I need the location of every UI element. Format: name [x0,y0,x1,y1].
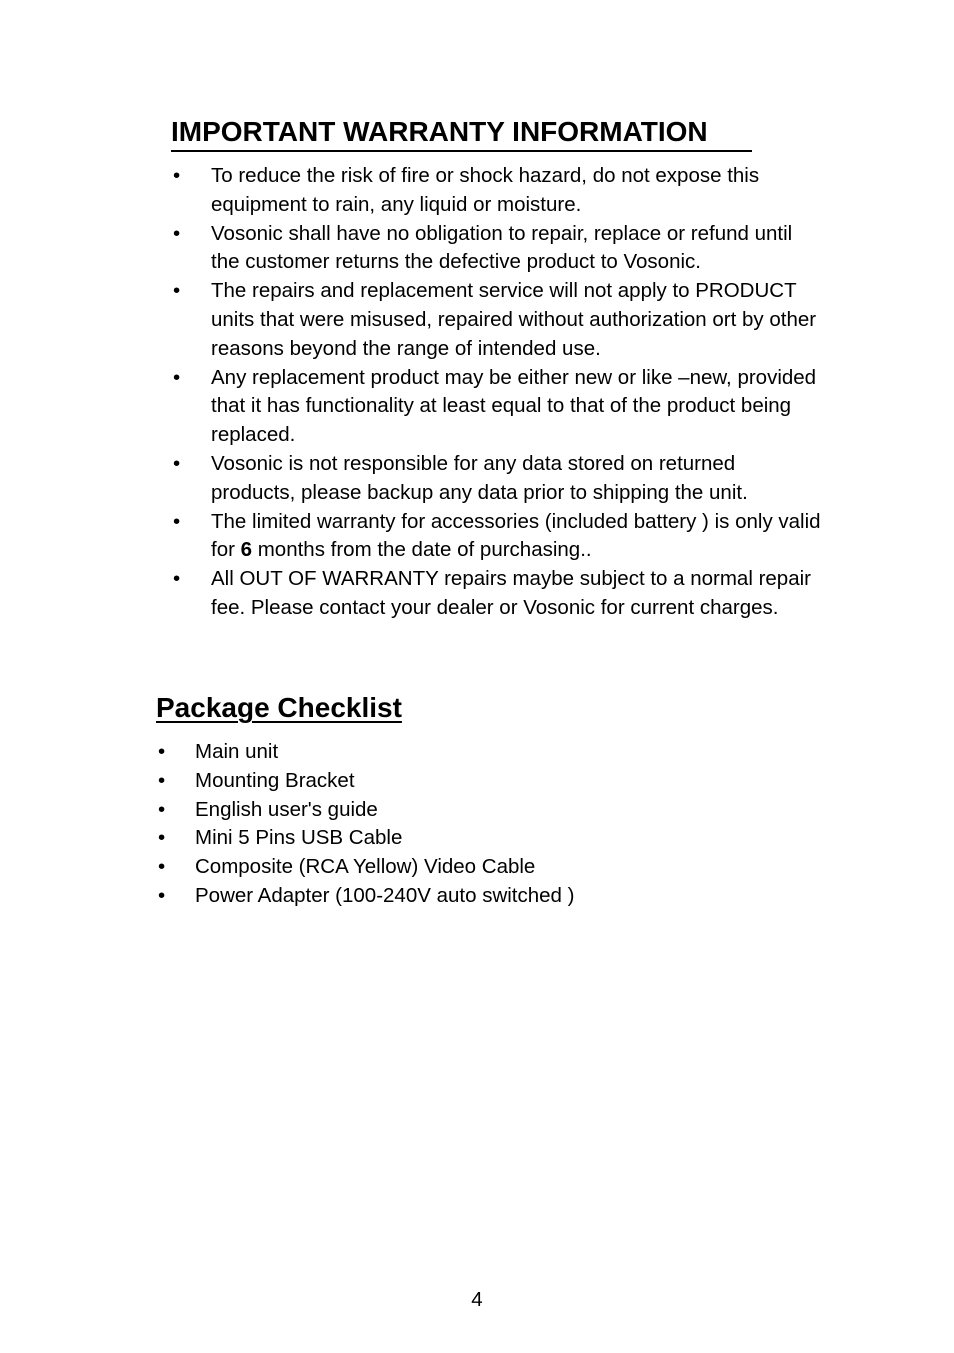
list-item [156,824,806,853]
list-item [171,220,821,278]
warranty-period-text-after: months from the date of purchasing.. [252,538,592,562]
list-item [171,565,821,623]
list-item-text: Power Adapter (100-240V auto switched ) [195,883,575,907]
list-item-text: To reduce the risk of fire or shock hazard, do not expose this equipment to rain, any liquid or moisture. [211,164,760,216]
warranty-period-text-before: The limited warranty for accessories (included battery ) is only valid for [211,509,821,562]
warranty-heading: IMPORTANT WARRANTY INFORMATION [171,114,752,152]
list-item-text: Vosonic is not responsible for any data stored on returned products, please backup any data prior to shipping the unit. [211,451,748,504]
list-item-text: Composite (RCA Yellow) Video Cable [195,855,536,879]
list-item-text: Vosonic shall have no obligation to repair, replace or refund until the customer returns the defective product to Vosonic. [211,221,793,274]
list-item-text: Main unit [195,740,279,763]
bullet-icon: • [173,365,181,389]
list-item-text: Mounting Bracket [195,768,355,792]
list-item-text [211,510,821,562]
list-item-text: The repairs and replacement service will not apply to PRODUCT units that were misused, repaired without authorization ort by other reasons beyond the range of intended use. [211,279,817,360]
bullet-icon: • [173,164,181,187]
list-item [171,508,821,566]
bullet-icon: • [158,768,166,792]
list-item [171,364,821,450]
warranty-period-months: 6 [240,538,253,562]
bullet-icon: • [173,221,181,245]
list-item-text: Mini 5 Pins USB Cable [195,826,403,850]
list-item [156,796,806,825]
list-item [171,450,821,508]
list-item [156,767,806,796]
bullet-icon: • [158,797,166,821]
list-item-text: All OUT OF WARRANTY repairs maybe subject to a normal repair fee. Please contact your dealer or Vosonic for current charges. [211,567,811,619]
list-item [171,277,821,363]
page-number: 4 [471,1288,483,1311]
list-item [156,882,806,911]
bullet-icon: • [158,826,166,850]
bullet-icon: • [158,883,166,907]
list-item-text: English user's guide [195,797,378,821]
list-item [156,738,806,767]
bullet-icon: • [173,567,181,591]
list-item-text: Any replacement product may be either new or like –new, provided that it has functionality at least equal to that of the product being replaced. [211,365,817,447]
bullet-icon: • [158,855,166,879]
bullet-icon: • [173,451,181,475]
warranty-list [171,162,821,623]
list-item [171,162,821,220]
package-checklist [156,738,806,911]
list-item [156,853,806,882]
package-checklist-heading: Package Checklist [156,692,402,723]
bullet-icon: • [173,279,181,303]
bullet-icon: • [158,740,166,763]
bullet-icon: • [173,509,181,533]
